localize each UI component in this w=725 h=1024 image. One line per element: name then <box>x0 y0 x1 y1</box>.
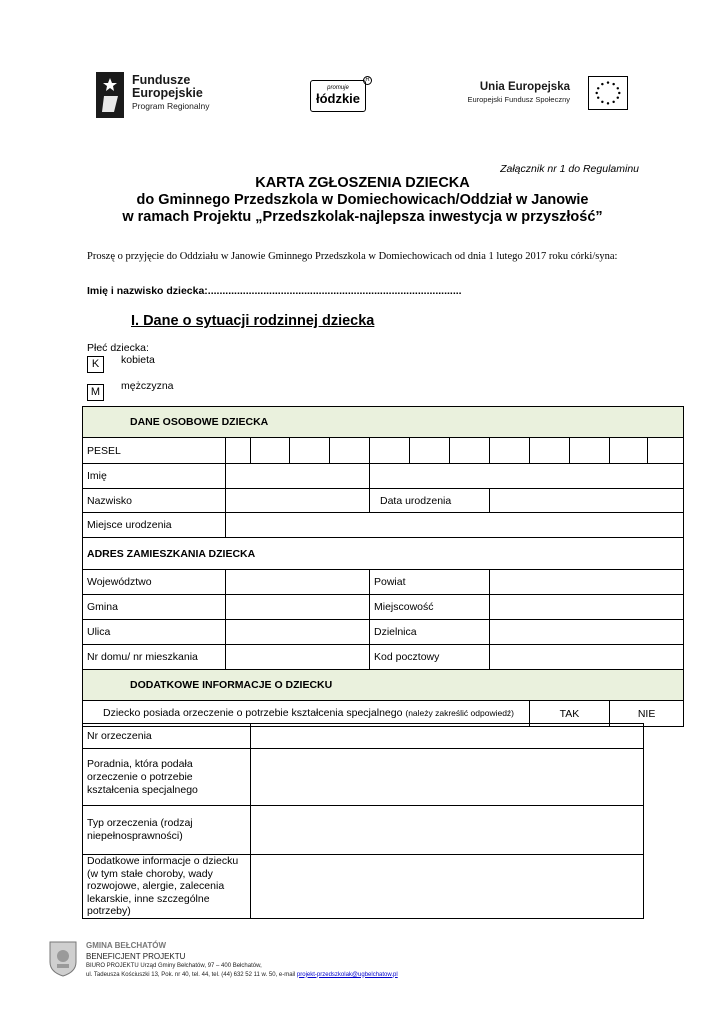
surname-label: Nazwisko <box>83 489 226 513</box>
fe-line1: Fundusze <box>132 73 191 87</box>
footer-email-link[interactable]: projekt-przedszkolak@ugbelchatow.pl <box>296 971 398 978</box>
first-name-field-1[interactable] <box>226 464 370 489</box>
disability-type-field[interactable] <box>251 806 644 855</box>
birth-place-field[interactable] <box>226 513 684 538</box>
pesel-digit[interactable] <box>648 438 684 464</box>
birth-place-label: Miejsce urodzenia <box>83 513 226 538</box>
birth-date-label: Data urodzenia <box>370 489 490 513</box>
county-label: Powiat <box>370 570 490 595</box>
fundusze-europejskie-mark-icon <box>96 72 124 118</box>
additional-info-header: DODATKOWE INFORMACJE O DZIECKU <box>83 670 684 701</box>
eu-flag-icon <box>588 76 628 110</box>
form-title <box>0 175 725 226</box>
footer-line1: GMINA BEŁCHATÓW <box>86 941 166 950</box>
pesel-digit[interactable] <box>530 438 570 464</box>
title-line3: w ramach Projektu „Przedszkolak-najlepsza inwestycja w przyszłość” <box>122 209 603 225</box>
clinic-label: Poradnia, która podała orzeczenie o potrzebie kształcenia specjalnego <box>83 749 251 806</box>
postal-code-label: Kod pocztowy <box>370 645 490 670</box>
promuje-lodzkie-logo <box>310 76 372 114</box>
voivodeship-field[interactable] <box>226 570 370 595</box>
certificate-number-label: Nr orzeczenia <box>83 724 251 749</box>
address-header: ADRES ZAMIESZKANIA DZIECKA <box>83 538 684 570</box>
additional-info-field[interactable] <box>251 855 644 919</box>
certificate-number-field[interactable] <box>251 724 644 749</box>
clinic-field[interactable] <box>251 749 644 806</box>
pesel-digit[interactable] <box>330 438 370 464</box>
pesel-digit[interactable] <box>226 438 251 464</box>
personal-data-header: DANE OSOBOWE DZIECKA <box>83 407 684 438</box>
commune-field[interactable] <box>226 595 370 620</box>
house-number-field[interactable] <box>226 645 370 670</box>
annex-note: Załącznik nr 1 do Regulaminu <box>500 163 639 175</box>
fundusze-europejskie-logo <box>96 72 216 120</box>
pesel-digit[interactable] <box>610 438 648 464</box>
additional-info-label: Dodatkowe informacje o dziecku (w tym stałe choroby, wady rozwojowe, alergie, zalecenia lekarskie, inne szczególne potrzeby) <box>83 855 251 919</box>
title-line2: do Gminnego Przedszkola w Domiechowicach/Oddział w Janowie <box>136 192 589 208</box>
gender-k-label: kobieta <box>121 354 155 366</box>
footer-line2: BENEFICJENT PROJEKTU <box>86 952 186 961</box>
gmina-crest-icon <box>48 940 78 978</box>
gender-m-label: mężczyzna <box>121 380 174 392</box>
footer-address: ul. Tadeusza Kościuszki 13, Pok. nr 40, tel. 44, tel. (44) 632 52 11 w. 50, e-mail <box>86 971 296 978</box>
pesel-label: PESEL <box>83 438 226 464</box>
child-data-table <box>82 406 684 727</box>
special-needs-question-text: Dziecko posiada orzeczenie o potrzebie kształcenia specjalnego <box>103 707 403 719</box>
locality-field[interactable] <box>490 595 684 620</box>
locality-label: Miejscowość <box>370 595 490 620</box>
pesel-digit[interactable] <box>410 438 450 464</box>
first-name-field-2[interactable] <box>370 464 684 489</box>
gender-label: Płeć dziecka: <box>87 342 149 354</box>
child-name-field[interactable]: Imię i nazwisko dziecka:....................................................................................... <box>87 285 462 297</box>
disability-type-label: Typ orzeczenia (rodzaj niepełnosprawności) <box>83 806 251 855</box>
footer-line4 <box>86 971 398 980</box>
voivodeship-label: Województwo <box>83 570 226 595</box>
pesel-digit[interactable] <box>290 438 330 464</box>
footer-line3: BIURO PROJEKTU Urząd Gminy Bełchatów, 97 – 400 Bełchatów, <box>86 963 262 969</box>
district-label: Dzielnica <box>370 620 490 645</box>
pesel-digit[interactable] <box>370 438 410 464</box>
street-field[interactable] <box>226 620 370 645</box>
commune-label: Gmina <box>83 595 226 620</box>
no-option[interactable]: NIE <box>610 701 684 727</box>
header-logos <box>0 62 725 132</box>
pesel-digit[interactable] <box>251 438 290 464</box>
lodz-small-text: promuje <box>327 85 349 91</box>
birth-date-field[interactable] <box>490 489 684 513</box>
fe-line3: Program Regionalny <box>132 101 210 111</box>
certificate-table <box>82 723 644 919</box>
special-needs-note: (należy zakreślić odpowiedź) <box>405 708 515 718</box>
first-name-label: Imię <box>83 464 226 489</box>
pesel-digit[interactable] <box>570 438 610 464</box>
postal-code-field[interactable] <box>490 645 684 670</box>
lodz-big-text: łódzkie <box>315 91 361 106</box>
unia-europejska-logo <box>450 76 630 116</box>
district-field[interactable] <box>490 620 684 645</box>
pesel-digit[interactable] <box>450 438 490 464</box>
pesel-digit[interactable] <box>490 438 530 464</box>
ue-line1: Unia Europejska <box>479 81 570 93</box>
title-line1: KARTA ZGŁOSZENIA DZIECKA <box>255 175 470 191</box>
yes-option[interactable]: TAK <box>530 701 610 727</box>
gender-m-checkbox[interactable]: M <box>87 384 104 401</box>
ue-line2: Europejski Fundusz Społeczny <box>467 95 570 104</box>
gender-k-checkbox[interactable]: K <box>87 356 104 373</box>
street-label: Ulica <box>83 620 226 645</box>
county-field[interactable] <box>490 570 684 595</box>
intro-text: Proszę o przyjęcie do Oddziału w Janowie Gminnego Przedszkola w Domiechowicach od dnia 1 lutego 2017 roku córki/syna: <box>87 251 618 262</box>
section-heading: I. Dane o sytuacji rodzinnej dziecka <box>131 313 375 329</box>
registered-mark-icon: R <box>363 76 372 85</box>
surname-field[interactable] <box>226 489 370 513</box>
fe-line2: Europejskie <box>132 86 203 100</box>
house-number-label: Nr domu/ nr mieszkania <box>83 645 226 670</box>
